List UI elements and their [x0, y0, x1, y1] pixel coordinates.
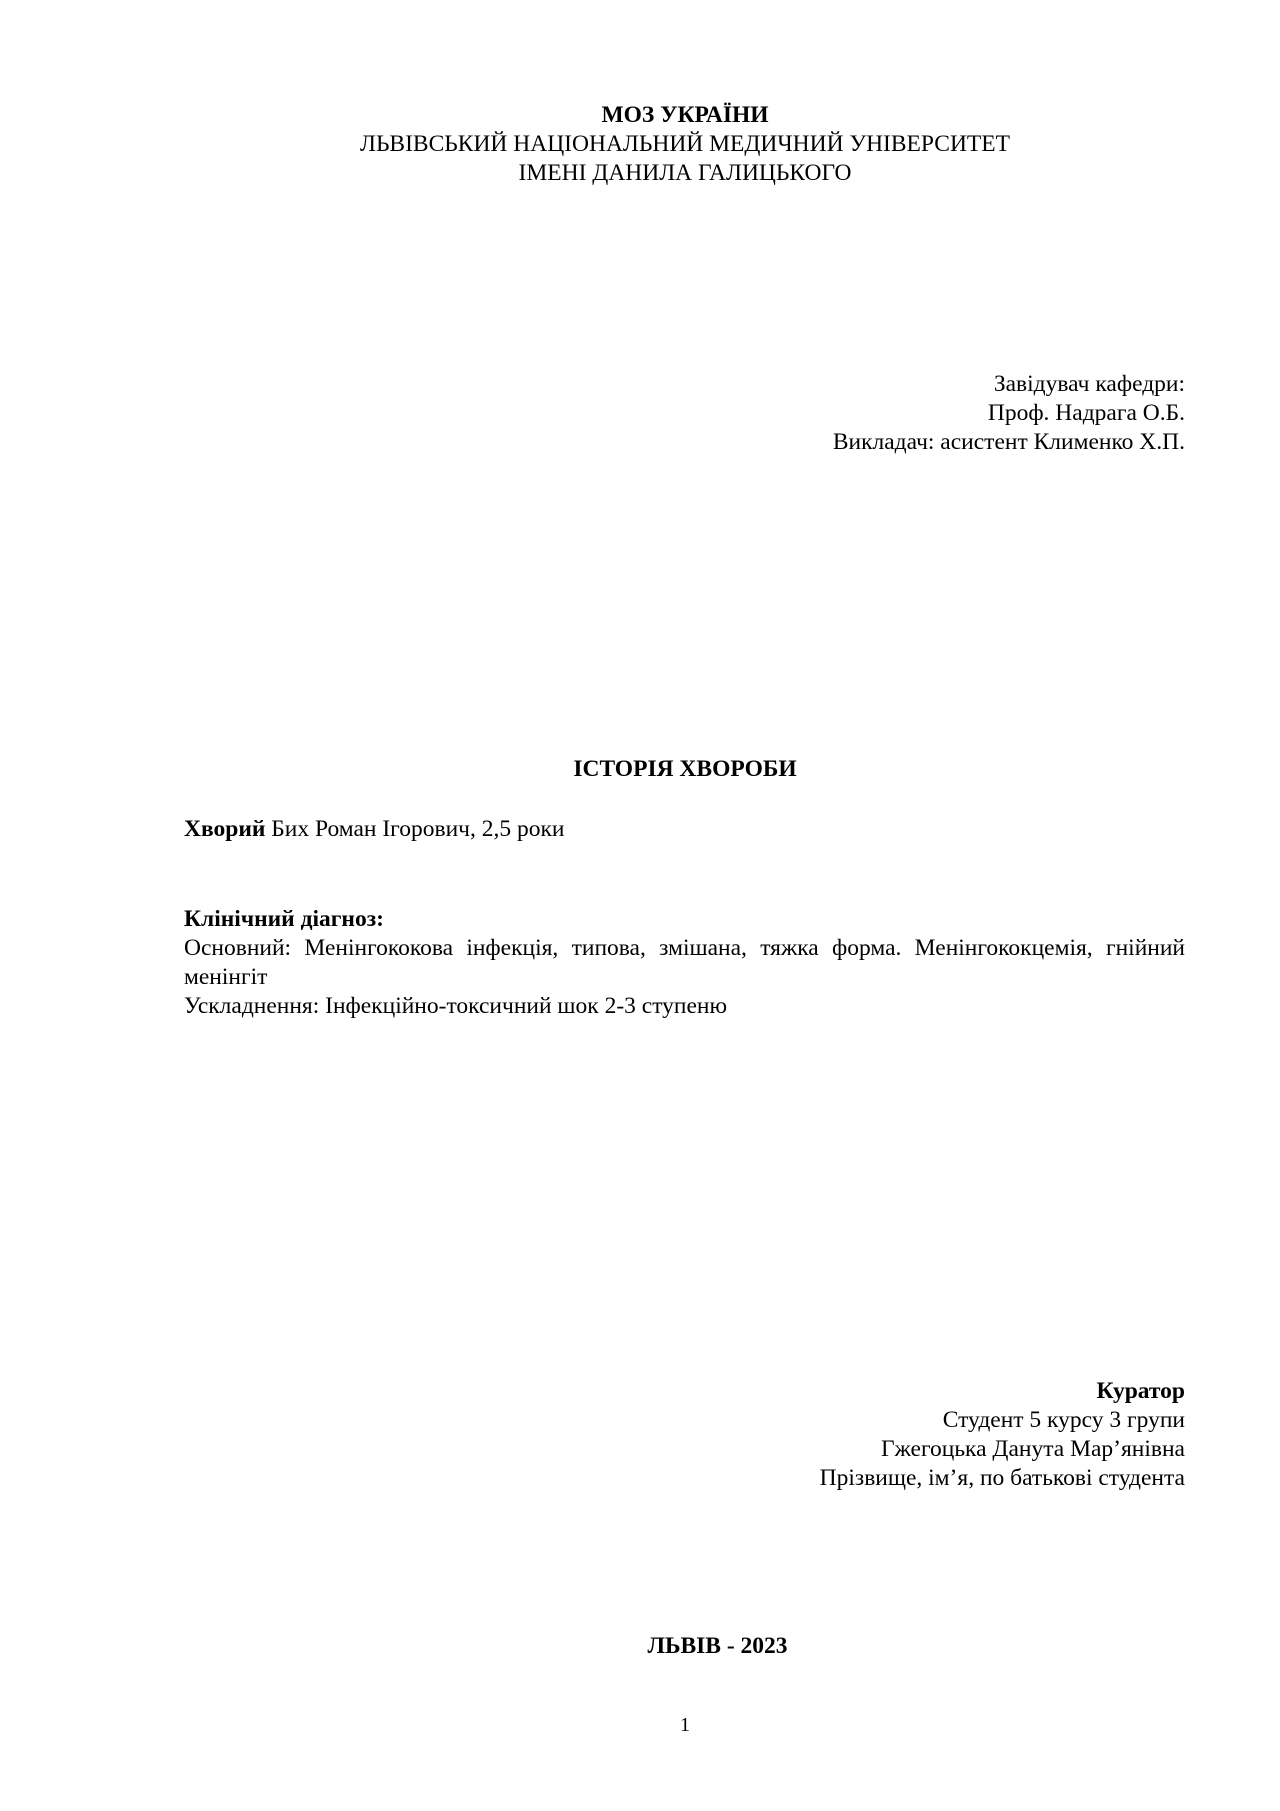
patient-label: Хворий: [184, 816, 266, 842]
institution-header: [180, 101, 1190, 188]
ministry-title: МОЗ УКРАЇНИ: [601, 102, 769, 128]
main-diagnosis: Основний: Менінгококова інфекція, типова, змішана, тяжка форма. Менінгококцемія, гнійний менінгіт: [184, 935, 1185, 990]
page-number: 1: [680, 1714, 690, 1736]
supervisors-block: [833, 370, 1185, 457]
curator-block: [820, 1377, 1185, 1493]
head-of-department-name: Проф. Надрага О.Б.: [987, 400, 1185, 426]
city-year: ЛЬВІВ - 2023: [647, 1633, 788, 1659]
student-name-caption: Прізвище, ім’я, по батькові студента: [819, 1465, 1185, 1491]
curator-heading: Куратор: [1096, 1378, 1185, 1404]
university-name-line2: ІМЕНІ ДАНИЛА ГАЛИЦЬКОГО: [518, 160, 852, 186]
document-title: ІСТОРІЯ ХВОРОБИ: [573, 756, 797, 782]
teacher-line: Викладач: асистент Клименко Х.П.: [832, 429, 1185, 455]
diagnosis-heading: Клінічний діагноз:: [184, 906, 384, 932]
student-name: Гжегоцька Данута Мар’янівна: [881, 1436, 1185, 1462]
head-of-department-label: Завідувач кафедри:: [993, 371, 1185, 397]
student-course-group: Студент 5 курсу 3 групи: [942, 1407, 1185, 1433]
patient-info: Бих Роман Ігорович, 2,5 роки: [265, 816, 565, 842]
complications: Ускладнення: Інфекційно-токсичний шок 2-3 ступеню: [184, 993, 728, 1019]
university-name-line1: ЛЬВІВСЬКИЙ НАЦІОНАЛЬНИЙ МЕДИЧНИЙ УНІВЕРСИТЕТ: [360, 131, 1010, 157]
patient-line: [184, 815, 564, 844]
clinical-diagnosis-section: [184, 905, 1185, 1021]
